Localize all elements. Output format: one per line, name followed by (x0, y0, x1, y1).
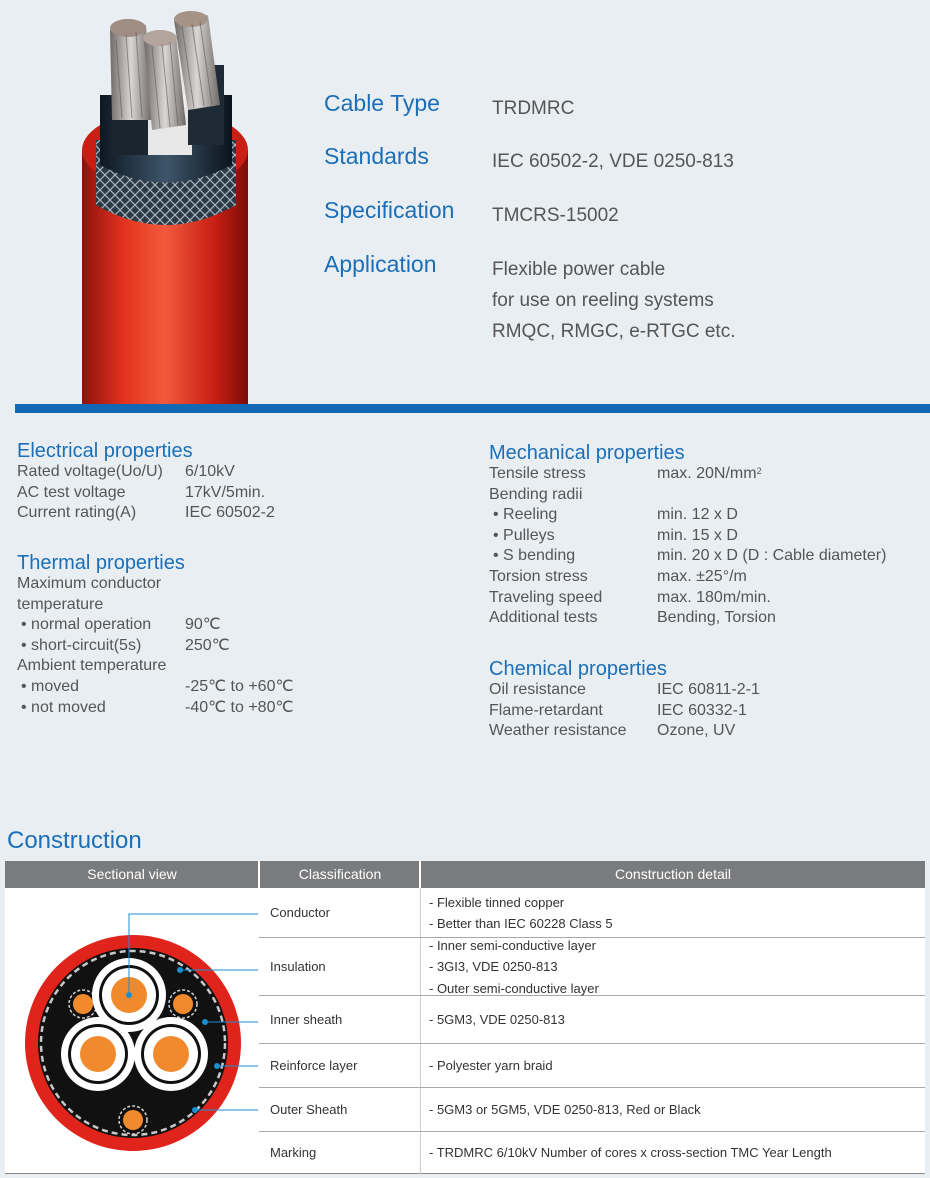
spec-key: Standards (324, 143, 429, 169)
header-construction-detail: Construction detail (615, 866, 731, 882)
thermal-row (17, 574, 185, 595)
mechanical-row (489, 588, 771, 609)
table-row (259, 888, 925, 938)
thermal-properties (17, 552, 294, 718)
table-row (259, 1088, 925, 1132)
property-label: • Pulleys (493, 526, 555, 544)
property-value (185, 483, 265, 504)
table-row (259, 1132, 925, 1174)
spec-key: Cable Type (324, 90, 440, 116)
table-row (259, 996, 925, 1044)
electrical-row (17, 462, 235, 483)
property-value-text: min. 15 x D (657, 526, 738, 544)
property-value (185, 698, 293, 719)
property-label: Flame-retardant (489, 701, 603, 719)
hero-section (0, 0, 930, 404)
mechanical-properties (489, 442, 887, 629)
spec-key: Application (324, 251, 437, 277)
detail-cell (429, 1142, 832, 1164)
construction-table (5, 861, 925, 1174)
property-value-text: min. 20 x D (D : Cable diameter) (657, 547, 887, 565)
cable-illustration (60, 0, 280, 404)
property-value (185, 677, 293, 698)
detail-line: - 5GM3 or 5GM5, VDE 0250-813, Red or Black (429, 1102, 701, 1118)
property-label: • short-circuit(5s) (21, 636, 142, 654)
property-label: Maximum conductor (17, 575, 162, 592)
property-value (657, 464, 762, 485)
property-label: Bending radii (489, 485, 583, 503)
thermal-title: Thermal properties (17, 552, 185, 574)
property-label: • moved (21, 677, 80, 695)
property-value (185, 615, 221, 636)
property-label: Current rating(A) (17, 504, 137, 522)
detail-line: - Flexible tinned copper (429, 894, 565, 910)
property-value-text: max. 180m/min. (657, 588, 771, 606)
chemical-row (489, 701, 747, 722)
property-value-text: max. 20N/mm (657, 465, 757, 482)
property-value-text: 6/10kV (185, 463, 235, 480)
property-value-text: IEC 60502-2 (185, 504, 275, 522)
property-label: AC test voltage (17, 483, 126, 501)
chemical-row (489, 721, 736, 742)
property-value (185, 636, 230, 657)
property-label: Tensile stress (489, 465, 586, 482)
property-value (185, 503, 275, 524)
thermal-row (17, 656, 185, 677)
property-value-text: 250℃ (185, 636, 230, 654)
property-label: Ambient temperature (17, 657, 167, 675)
mechanical-row (489, 485, 685, 506)
classification-cell: Outer Sheath (270, 1102, 348, 1117)
property-value-text: 90℃ (185, 616, 221, 634)
mechanical-row (489, 567, 747, 588)
property-label: Additional tests (489, 609, 598, 627)
spec-value-line: for use on reeling systems (492, 290, 714, 311)
chemical-row (489, 680, 760, 701)
detail-cell (429, 1009, 565, 1031)
spec-value-line: Flexible power cable (492, 259, 666, 280)
detail-cell (429, 892, 613, 935)
electrical-row (17, 503, 275, 524)
property-value-text: IEC 60811-2-1 (657, 681, 760, 698)
thermal-row (17, 698, 294, 719)
spec-value (492, 146, 734, 177)
mechanical-title: Mechanical properties (489, 442, 685, 464)
spec-value (492, 93, 574, 124)
chemical-properties (489, 658, 760, 742)
detail-line: - Inner semi-conductive layer (429, 937, 596, 953)
property-value (657, 567, 747, 588)
property-label: • normal operation (21, 616, 152, 634)
spec-value-line: IEC 60502-2, VDE 0250-813 (492, 151, 734, 172)
property-value-text: 17kV/5min. (185, 483, 266, 501)
property-value-text: min. 12 x D (657, 506, 738, 524)
property-value (657, 588, 771, 609)
mechanical-row (489, 464, 762, 485)
electrical-properties (17, 440, 275, 524)
property-label: temperature (17, 595, 104, 613)
property-value (185, 462, 235, 483)
classification-cell: Marking (270, 1145, 317, 1160)
spec-value (492, 200, 619, 231)
spec-value-line: TMCRS-15002 (492, 205, 619, 226)
detail-cell (429, 1055, 553, 1077)
property-value-text: -25℃ to +60℃ (185, 677, 294, 695)
detail-line: - 3GI3, VDE 0250-813 (429, 959, 558, 975)
property-value (657, 680, 760, 701)
property-value-text: Bending, Torsion (657, 609, 776, 627)
table-row (259, 1044, 925, 1088)
chemical-title: Chemical properties (489, 658, 667, 680)
detail-line: - 5GM3, VDE 0250-813 (429, 1012, 565, 1028)
thermal-row (17, 677, 294, 698)
property-label: Torsion stress (489, 567, 588, 585)
property-value (657, 505, 738, 526)
detail-line: - Outer semi-conductive layer (429, 980, 599, 996)
property-value (657, 526, 738, 547)
table-header (5, 861, 925, 888)
property-value-text: max. ±25°/m (657, 567, 747, 585)
detail-line: - Better than IEC 60228 Class 5 (429, 916, 613, 931)
classification-cell: Conductor (270, 905, 330, 920)
mechanical-row (489, 526, 738, 547)
property-value-text: IEC 60332-1 (657, 701, 747, 719)
property-value (657, 721, 735, 742)
mechanical-row (489, 505, 738, 526)
construction-title: Construction (7, 827, 142, 854)
spec-key: Specification (324, 197, 455, 223)
property-label: Rated voltage(Uo/U) (17, 463, 163, 480)
header-sectional-view: Sectional view (87, 866, 177, 882)
spec-value-line: RMQC, RMGC, e-RTGC etc. (492, 321, 736, 342)
property-label: Weather resistance (489, 722, 627, 740)
header-classification: Classification (298, 866, 382, 882)
classification-cell: Inner sheath (270, 1012, 343, 1027)
property-value (657, 608, 776, 629)
mechanical-row (489, 546, 887, 567)
electrical-title: Electrical properties (17, 440, 193, 462)
property-label: Oil resistance (489, 681, 586, 698)
detail-cell (429, 1099, 701, 1121)
detail-line: - Polyester yarn braid (429, 1058, 553, 1074)
spec-value (492, 254, 736, 347)
mechanical-row (489, 608, 776, 629)
classification-cell: Insulation (270, 959, 326, 974)
thermal-row (17, 595, 185, 616)
section-divider (15, 404, 930, 413)
property-value-text: -40℃ to +80℃ (185, 698, 294, 716)
thermal-row (17, 636, 230, 657)
property-value (657, 701, 747, 722)
property-label: Traveling speed (489, 588, 603, 606)
thermal-row (17, 615, 221, 636)
spec-value-line: TRDMRC (492, 98, 575, 119)
property-value (657, 546, 886, 567)
classification-cell: Reinforce layer (270, 1058, 358, 1073)
unit-superscript: 2 (756, 466, 762, 476)
detail-cell (429, 935, 599, 1000)
property-value-text: Ozone, UV (657, 722, 736, 740)
property-label: • not moved (21, 698, 106, 716)
property-label: • S bending (493, 547, 576, 565)
electrical-row (17, 483, 266, 504)
table-row (259, 938, 925, 996)
detail-line: - TRDMRC 6/10kV Number of cores x cross-section TMC Year Length (429, 1145, 832, 1161)
property-label: • Reeling (493, 506, 558, 524)
